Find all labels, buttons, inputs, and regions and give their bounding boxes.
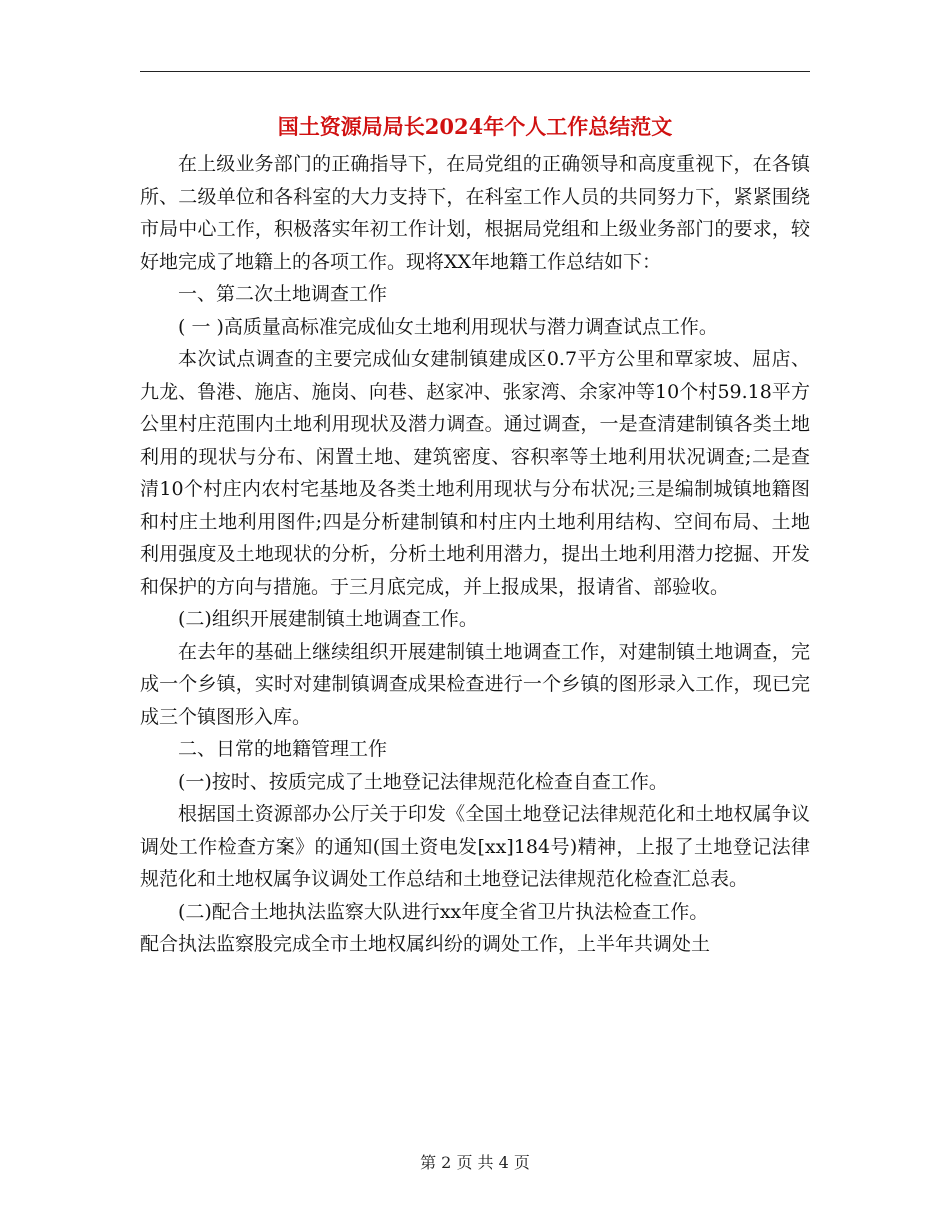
subheading-1-1: ( 一 )高质量高标准完成仙女土地利用现状与潜力调查试点工作。	[178, 315, 718, 338]
document-body	[140, 148, 810, 961]
subheading-1-2: (二)组织开展建制镇土地调查工作。	[178, 608, 478, 630]
header-rule	[140, 71, 810, 72]
section-heading-1: 一、第二次土地调查工作	[178, 283, 388, 305]
subheading-2-1: (一)按时、按质完成了土地登记法律规范化检查自查工作。	[178, 770, 668, 793]
page-footer: 第 2 页 共 4 页	[420, 1153, 530, 1172]
paragraph-2-1: 根据国土资源部办公厅关于印发《全国土地登记法律规范化和土地权属争议调处工作检查方案》的通知(国土资电发[xx]184号)精神，上报了土地登记法律规范化和土地权属争议调处工作总结和土地登记法律规范化检查汇总表。	[140, 803, 810, 890]
paragraph-1-2: 在去年的基础上继续组织开展建制镇土地调查工作，对建制镇土地调查，完成一个乡镇，实时对建制镇调查成果检查进行一个乡镇的图形录入工作，现已完成三个镇图形入库。	[140, 640, 810, 728]
section-heading-2: 二、日常的地籍管理工作	[178, 738, 388, 760]
subheading-2-2: (二)配合土地执法监察大队进行xx年度全省卫片执法检查工作。	[178, 900, 709, 923]
paragraph-1-1: 本次试点调查的主要完成仙女建制镇建成区0.7平方公里和覃家坡、屈店、九龙、鲁港、施店、施岗、向巷、赵家冲、张家湾、余家冲等10个村59.18平方公里村庄范围内土地利用现状及潜力调查。通过调查，一是查清建制镇各类土地利用的现状与分布、闲置土地、建筑密度、容积率等土地利用状况调查;二是查清10个村庄内农村宅基地及各类土地利用现状与分布状况;三是编制城镇地籍图和村庄土地利用图件;四是分析建制镇和村庄内土地利用结构、空间布局、土地利用强度及土地现状的分析，分析土地利用潜力，提出土地利用潜力挖掘、开发和保护的方向与措施。于三月底完成，并上报成果，报请省、部验收。	[140, 348, 810, 598]
paragraph-2-2: 配合执法监察股完成全市土地权属纠纷的调处工作，上半年共调处土	[140, 933, 711, 955]
paragraph-intro: 在上级业务部门的正确指导下，在局党组的正确领导和高度重视下，在各镇所、二级单位和各科室的大力支持下，在科室工作人员的共同努力下，紧紧围绕市局中心工作，积极落实年初工作计划，根据局党组和上级业务部门的要求，较好地完成了地籍上的各项工作。现将XX年地籍工作总结如下：	[140, 153, 810, 273]
document-title: 国土资源局局长2024年个人工作总结范文	[277, 114, 673, 139]
